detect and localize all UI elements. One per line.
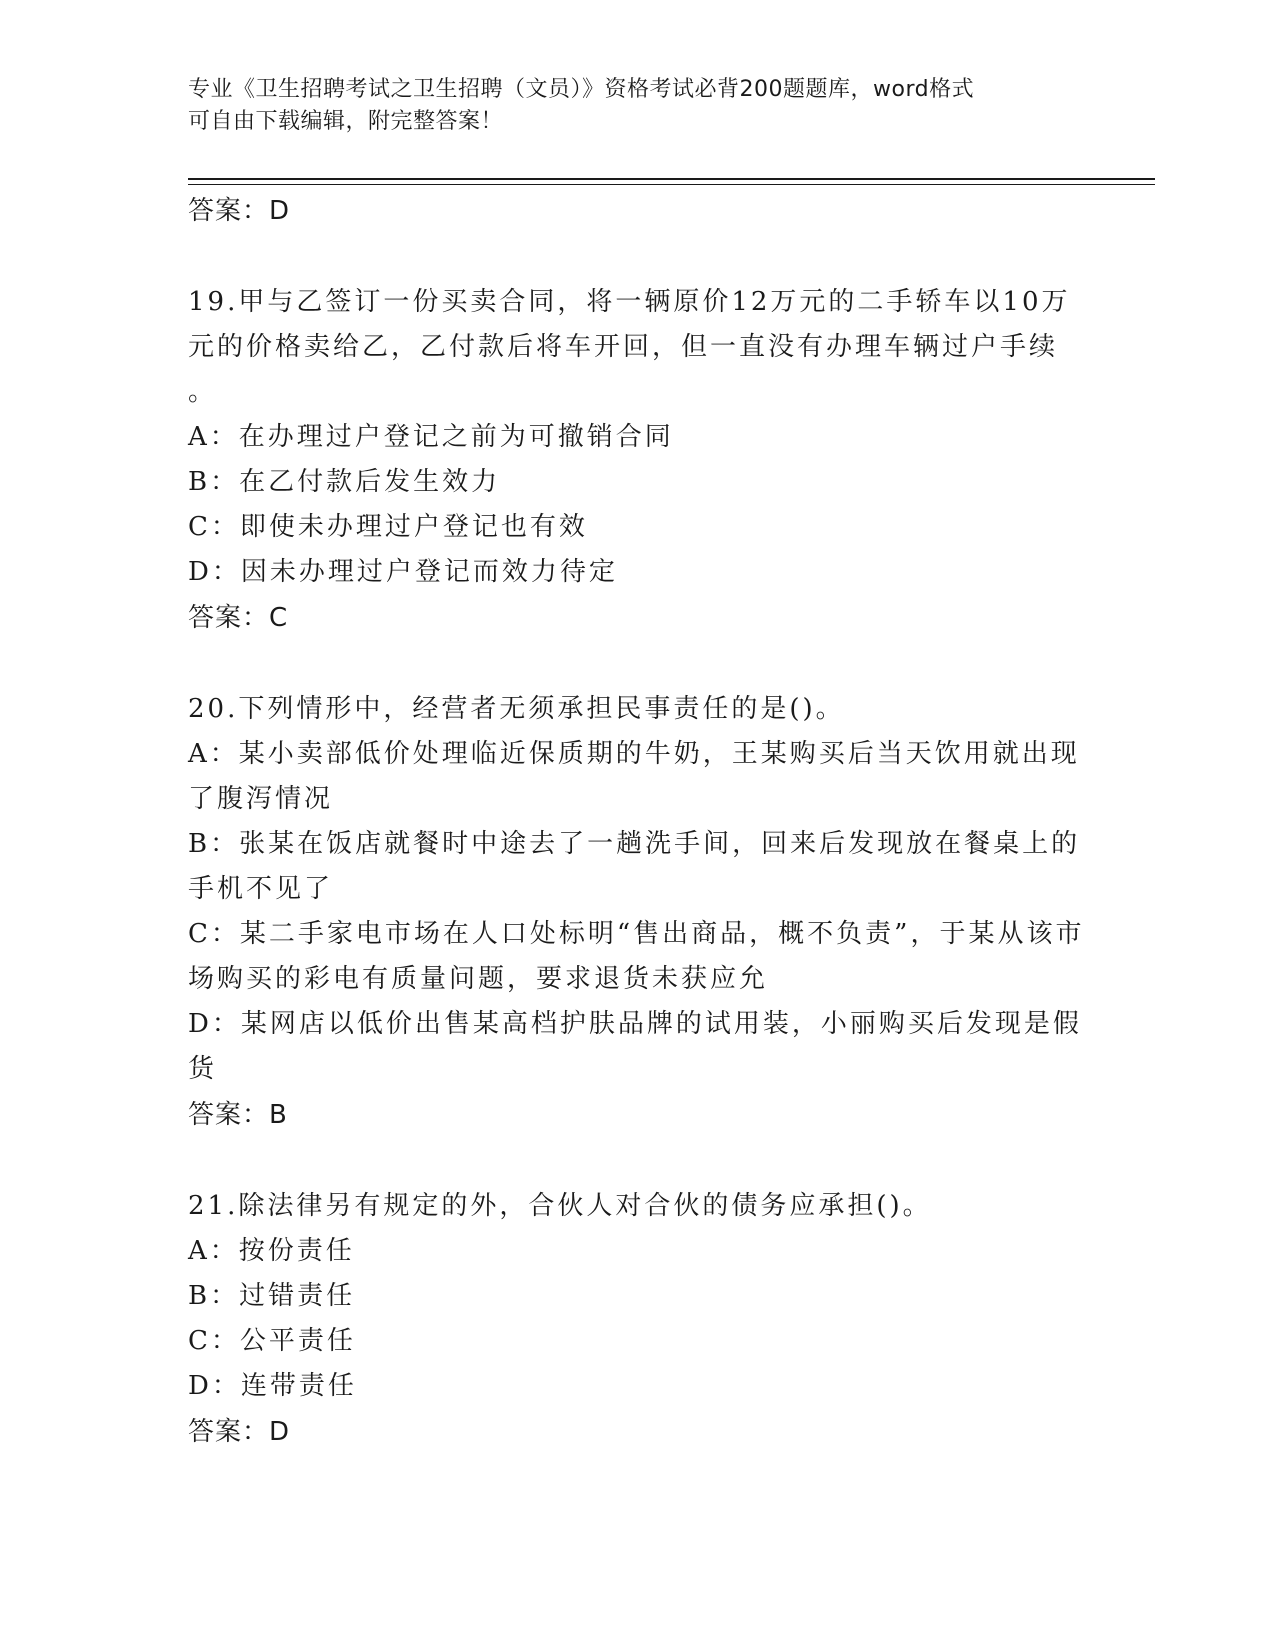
header-line-2: 可自由下载编辑，附完整答案！ bbox=[188, 109, 504, 134]
header-line-1: 专业《卫生招聘考试之卫生招聘（文员）》资格考试必背200题题库，word格式 bbox=[188, 77, 975, 102]
option-a: A：按份责任 bbox=[188, 1236, 355, 1266]
answer-label: 答案：B bbox=[188, 1100, 288, 1130]
question-stem: 21.除法律另有规定的外，合伙人对合伙的债务应承担()。 bbox=[188, 1191, 932, 1221]
option-b: B：过错责任 bbox=[188, 1281, 356, 1311]
header-divider-thick bbox=[188, 178, 1155, 180]
option-a: A：在办理过户登记之前为可撤销合同 bbox=[188, 422, 674, 452]
option-d: D：连带责任 bbox=[188, 1371, 357, 1401]
question-20 bbox=[188, 687, 1088, 1138]
document-body bbox=[188, 188, 1088, 1455]
header-divider-thin bbox=[188, 184, 1155, 185]
question-21 bbox=[188, 1184, 1088, 1455]
option-d: D：某网店以低价出售某高档护肤品牌的试用装，小丽购买后发现是假货 bbox=[188, 1009, 1082, 1084]
answer-label: 答案：C bbox=[188, 603, 289, 633]
option-b: B：张某在饭店就餐时中途去了一趟洗手间，回来后发现放在餐桌上的手机不见了 bbox=[188, 829, 1081, 904]
question-19 bbox=[188, 280, 1088, 641]
question-stem-tail: 。 bbox=[188, 377, 218, 407]
question-stem: 20.下列情形中，经营者无须承担民事责任的是()。 bbox=[188, 694, 845, 724]
answer-label: 答案：D bbox=[188, 196, 291, 226]
option-d: D：因未办理过户登记而效力待定 bbox=[188, 557, 618, 587]
question-stem: 19.甲与乙签订一份买卖合同，将一辆原价12万元的二手轿车以10万元的价格卖给乙，乙付款后将车开回，但一直没有办理车辆过户手续 bbox=[188, 287, 1071, 362]
option-b: B：在乙付款后发生效力 bbox=[188, 467, 501, 497]
answer-label: 答案：D bbox=[188, 1417, 291, 1447]
option-c: C：公平责任 bbox=[188, 1326, 356, 1356]
option-a: A：某小卖部低价处理临近保质期的牛奶，王某购买后当天饮用就出现了腹泻情况 bbox=[188, 739, 1080, 814]
option-c: C：某二手家电市场在人口处标明“售出商品，概不负责”，于某从该市场购买的彩电有质量问题，要求退货未获应允 bbox=[188, 919, 1085, 994]
document-header bbox=[188, 74, 1068, 138]
option-c: C：即使未办理过户登记也有效 bbox=[188, 512, 588, 542]
